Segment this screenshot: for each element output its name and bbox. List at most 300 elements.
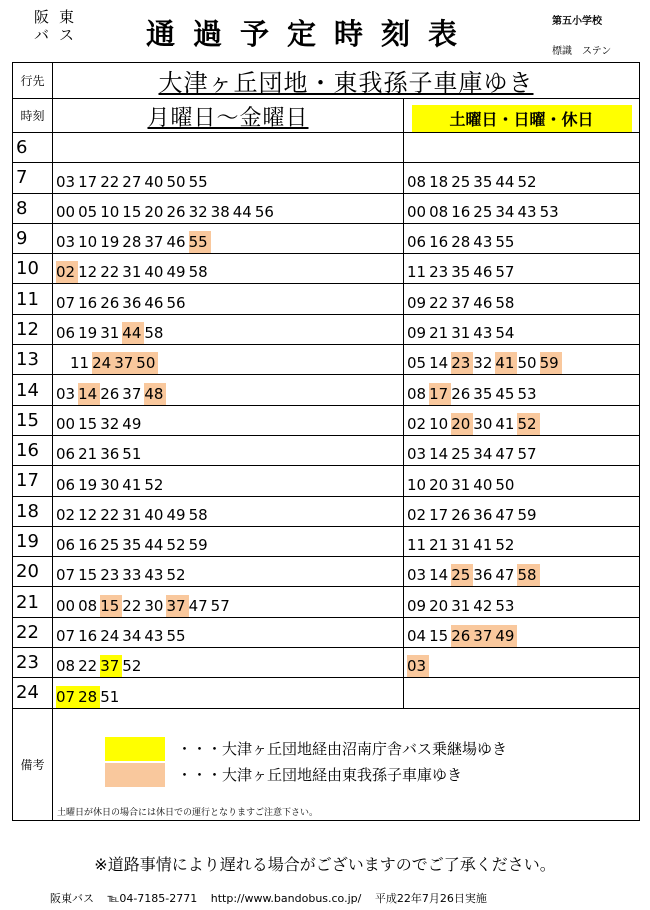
hour-row <box>13 617 640 647</box>
departure-minute: 07 <box>56 627 76 646</box>
weekday-minutes-cell <box>53 587 404 617</box>
departure-minute: 58 <box>495 293 515 312</box>
departure-minute: 12 <box>78 263 98 282</box>
departure-minute: 40 <box>144 172 164 191</box>
departure-minute: 22 <box>100 505 120 524</box>
hour-row <box>13 254 640 284</box>
weekday-minutes-cell <box>53 375 404 405</box>
departure-minute: 50 <box>166 172 186 191</box>
departure-minute: 18 <box>429 172 449 191</box>
legend-orange <box>105 763 462 787</box>
departure-minute: 24 <box>92 352 114 374</box>
legend-yellow <box>105 737 507 761</box>
departure-minute: 44 <box>495 172 515 191</box>
departure-minute: 14 <box>429 354 449 373</box>
departure-minute: 24 <box>100 627 120 646</box>
holiday-caution: 土曜日が休日の場合には休日での運行となりますご注意下さい。 <box>57 807 319 818</box>
departure-minute: 37 <box>144 233 164 252</box>
departure-minute: 41 <box>122 475 142 494</box>
departure-minute: 58 <box>144 324 164 343</box>
weekday-header-text: 月曜日〜金曜日 <box>147 106 309 131</box>
hour-cell: 16 <box>13 435 53 465</box>
departure-minute: 12 <box>78 505 98 524</box>
departure-minute: 46 <box>473 293 493 312</box>
weekday-minutes-cell <box>53 678 404 708</box>
hour-row <box>13 557 640 587</box>
departure-minute: 35 <box>122 536 142 555</box>
weekday-minutes-cell <box>53 314 404 344</box>
departure-minute: 08 <box>407 172 427 191</box>
departure-minute: 25 <box>451 172 471 191</box>
departure-minute: 19 <box>78 324 98 343</box>
departure-minute: 26 <box>166 202 186 221</box>
departure-minute: 44 <box>122 322 144 344</box>
departure-minute: 46 <box>144 293 164 312</box>
departure-minute: 55 <box>495 233 515 252</box>
departure-minute: 26 <box>100 293 120 312</box>
hour-row <box>13 466 640 496</box>
departure-minute: 20 <box>451 413 473 435</box>
notes-row <box>13 708 640 820</box>
hour-row <box>13 435 640 465</box>
hour-cell: 20 <box>13 557 53 587</box>
hour-row <box>13 163 640 193</box>
departure-minute: 02 <box>407 414 427 433</box>
legend-yellow-text: ・・・大津ヶ丘団地経由沼南庁舎バス乗継場ゆき <box>177 740 508 759</box>
legend-orange-text: ・・・大津ヶ丘団地経由東我孫子車庫ゆき <box>177 766 463 785</box>
hour-row <box>13 345 640 375</box>
departure-minute: 10 <box>429 414 449 433</box>
departure-minute: 26 <box>451 384 471 403</box>
day-header-row <box>13 99 640 133</box>
departure-minute: 50 <box>517 354 537 373</box>
departure-minute: 52 <box>166 566 186 585</box>
departure-minute: 00 <box>56 414 76 433</box>
hour-row <box>13 133 640 163</box>
hour-row <box>13 526 640 556</box>
departure-minute: 04 <box>407 627 427 646</box>
departure-minute: 03 <box>407 566 427 585</box>
weekday-header <box>53 99 404 133</box>
departure-minute: 34 <box>495 202 515 221</box>
departure-minute: 14 <box>429 445 449 464</box>
departure-minute: 32 <box>473 354 493 373</box>
departure-minute: 41 <box>495 414 515 433</box>
departure-minute: 25 <box>100 536 120 555</box>
departure-minute: 06 <box>407 233 427 252</box>
departure-minute: 06 <box>56 536 76 555</box>
departure-minute: 08 <box>429 202 449 221</box>
departure-minute: 55 <box>166 627 186 646</box>
departure-minute: 37 <box>114 352 136 374</box>
departure-minute: 51 <box>122 445 142 464</box>
hour-cell: 13 <box>13 345 53 375</box>
departure-minute: 03 <box>407 655 429 677</box>
departure-minute: 17 <box>78 172 98 191</box>
timetable <box>12 62 640 821</box>
departure-minute: 31 <box>451 324 471 343</box>
departure-minute: 53 <box>539 202 559 221</box>
hour-cell: 23 <box>13 648 53 678</box>
departure-minute: 25 <box>451 564 473 586</box>
departure-minute: 52 <box>122 657 142 676</box>
departure-minute: 00 <box>56 202 76 221</box>
weekend-minutes-cell <box>404 496 640 526</box>
departure-minute: 32 <box>188 202 208 221</box>
weekend-minutes-cell <box>404 405 640 435</box>
departure-minute: 02 <box>407 505 427 524</box>
departure-minute: 11 <box>407 536 427 555</box>
departure-minute: 51 <box>100 687 120 706</box>
departure-minute: 15 <box>429 627 449 646</box>
departure-minute: 02 <box>56 505 76 524</box>
departure-minute: 36 <box>122 293 142 312</box>
departure-minute: 56 <box>166 293 186 312</box>
hour-cell: 12 <box>13 314 53 344</box>
footer <box>50 890 497 906</box>
hour-cell: 18 <box>13 496 53 526</box>
weekend-minutes-cell <box>404 223 640 253</box>
departure-minute: 19 <box>100 233 120 252</box>
departure-minute: 16 <box>429 233 449 252</box>
footer-tel: ℡04-7185-2771 <box>107 892 198 905</box>
departure-minute: 21 <box>429 324 449 343</box>
footer-url[interactable]: http://www.bandobus.co.jp/ <box>210 892 362 905</box>
departure-minute: 25 <box>451 445 471 464</box>
departure-minute: 19 <box>78 475 98 494</box>
departure-minute: 15 <box>122 202 142 221</box>
departure-minute: 08 <box>407 384 427 403</box>
departure-minute: 45 <box>495 384 515 403</box>
hour-row <box>13 496 640 526</box>
departure-minute: 56 <box>254 202 274 221</box>
departure-minute: 15 <box>78 414 98 433</box>
departure-minute: 06 <box>56 445 76 464</box>
departure-minute: 28 <box>122 233 142 252</box>
departure-minute: 36 <box>473 566 493 585</box>
departure-minute: 49 <box>166 263 186 282</box>
departure-minute: 34 <box>473 445 493 464</box>
weekday-minutes-cell <box>53 496 404 526</box>
departure-minute: 31 <box>122 505 142 524</box>
departure-minute: 50 <box>136 352 158 374</box>
departure-minute: 53 <box>495 596 515 615</box>
departure-minute: 10 <box>407 475 427 494</box>
departure-minute: 05 <box>407 354 427 373</box>
departure-minute: 47 <box>188 596 208 615</box>
weekday-minutes-cell <box>53 193 404 223</box>
weekday-minutes-cell <box>53 435 404 465</box>
departure-minute: 27 <box>122 172 142 191</box>
footer-company: 阪東バス <box>50 892 94 905</box>
departure-minute: 49 <box>122 414 142 433</box>
departure-minute: 52 <box>166 536 186 555</box>
departure-minute: 03 <box>56 172 76 191</box>
departure-minute: 36 <box>473 505 493 524</box>
weekend-minutes-cell <box>404 193 640 223</box>
weekend-minutes-cell <box>404 587 640 617</box>
departure-minute: 37 <box>166 595 188 617</box>
departure-minute: 03 <box>56 384 76 403</box>
hour-cell: 10 <box>13 254 53 284</box>
departure-minute: 53 <box>517 384 537 403</box>
company-line-2: バス <box>34 26 85 44</box>
departure-minute: 43 <box>473 233 493 252</box>
departure-minute: 55 <box>189 231 211 253</box>
departure-minute: 42 <box>473 596 493 615</box>
weekend-minutes-cell <box>404 466 640 496</box>
departure-minute: 07 <box>56 293 76 312</box>
departure-minute: 03 <box>56 233 76 252</box>
hour-row <box>13 678 640 708</box>
departure-minute: 59 <box>188 536 208 555</box>
hour-row <box>13 587 640 617</box>
weekday-minutes-cell <box>53 284 404 314</box>
hour-cell: 24 <box>13 678 53 708</box>
company-name <box>34 8 104 44</box>
departure-minute: 57 <box>210 596 230 615</box>
destination-cell <box>53 63 640 99</box>
departure-minute: 31 <box>451 536 471 555</box>
departure-minute: 52 <box>144 475 164 494</box>
weekend-minutes-cell <box>404 163 640 193</box>
weekday-minutes-cell <box>53 223 404 253</box>
departure-minute: 59 <box>517 505 537 524</box>
weekday-minutes-cell <box>53 648 404 678</box>
departure-minute: 57 <box>517 445 537 464</box>
departure-minute: 28 <box>78 686 100 708</box>
departure-minute: 11 <box>70 354 90 373</box>
hour-cell: 7 <box>13 163 53 193</box>
legend-yellow-swatch <box>105 737 165 761</box>
departure-minute: 54 <box>495 324 515 343</box>
weekday-minutes-cell <box>53 163 404 193</box>
departure-minute: 23 <box>100 566 120 585</box>
departure-minute: 35 <box>473 384 493 403</box>
weekend-minutes-cell <box>404 314 640 344</box>
weekday-minutes-cell <box>53 133 404 163</box>
hour-cell: 21 <box>13 587 53 617</box>
weekday-minutes-cell <box>53 557 404 587</box>
departure-minute: 20 <box>429 596 449 615</box>
weekday-minutes-cell <box>53 466 404 496</box>
departure-minute: 43 <box>144 627 164 646</box>
departure-minute: 00 <box>56 596 76 615</box>
weekend-minutes-cell <box>404 648 640 678</box>
notes-label: 備考 <box>13 708 53 820</box>
departure-minute: 37 <box>122 384 142 403</box>
departure-minute: 57 <box>495 263 515 282</box>
departure-minute: 32 <box>100 414 120 433</box>
departure-minute: 50 <box>495 475 515 494</box>
departure-minute: 14 <box>429 566 449 585</box>
departure-minute: 16 <box>78 627 98 646</box>
weekend-header <box>404 99 640 133</box>
departure-minute: 17 <box>429 383 451 405</box>
weekend-minutes-cell <box>404 254 640 284</box>
departure-minute: 35 <box>451 263 471 282</box>
departure-minute: 09 <box>407 324 427 343</box>
departure-minute: 43 <box>517 202 537 221</box>
departure-minute: 43 <box>144 566 164 585</box>
hour-cell: 17 <box>13 466 53 496</box>
departure-minute: 06 <box>56 475 76 494</box>
departure-minute: 31 <box>122 263 142 282</box>
departure-minute: 02 <box>56 261 78 283</box>
departure-minute: 00 <box>407 202 427 221</box>
departure-minute: 10 <box>78 233 98 252</box>
departure-minute: 08 <box>56 657 76 676</box>
departure-minute: 37 <box>451 293 471 312</box>
weekend-minutes-cell <box>404 375 640 405</box>
departure-minute: 36 <box>100 445 120 464</box>
departure-minute: 30 <box>144 596 164 615</box>
weekend-minutes-cell <box>404 435 640 465</box>
departure-minute: 21 <box>429 536 449 555</box>
hour-cell: 22 <box>13 617 53 647</box>
departure-minute: 16 <box>78 293 98 312</box>
departure-minute: 46 <box>166 233 186 252</box>
departure-minute: 49 <box>166 505 186 524</box>
departure-minute: 52 <box>517 172 537 191</box>
hour-row <box>13 314 640 344</box>
footer-date: 平成22年7月26日実施 <box>374 892 487 905</box>
departure-minute: 22 <box>78 657 98 676</box>
departure-minute: 58 <box>188 505 208 524</box>
departure-minute: 26 <box>100 384 120 403</box>
departure-minute: 34 <box>122 627 142 646</box>
departure-minute: 09 <box>407 293 427 312</box>
time-label: 時刻 <box>13 99 53 133</box>
departure-minute: 22 <box>100 263 120 282</box>
departure-minute: 14 <box>78 383 100 405</box>
departure-minute: 26 <box>451 505 471 524</box>
departure-minute: 31 <box>451 475 471 494</box>
weekend-minutes-cell <box>404 284 640 314</box>
hour-cell: 8 <box>13 193 53 223</box>
departure-minute: 23 <box>451 352 473 374</box>
weekend-minutes-cell <box>404 345 640 375</box>
hour-cell: 6 <box>13 133 53 163</box>
departure-minute: 37 <box>473 625 495 647</box>
company-line-1: 阪東 <box>34 8 85 26</box>
departure-minute: 58 <box>517 564 539 586</box>
hour-cell: 11 <box>13 284 53 314</box>
departure-minute: 22 <box>100 172 120 191</box>
weekend-minutes-cell <box>404 557 640 587</box>
weekday-minutes-cell <box>53 526 404 556</box>
hour-row <box>13 284 640 314</box>
departure-minute: 17 <box>429 505 449 524</box>
departure-minute: 31 <box>451 596 471 615</box>
hour-cell: 9 <box>13 223 53 253</box>
notes-cell <box>53 708 640 820</box>
departure-minute: 20 <box>429 475 449 494</box>
hour-row <box>13 223 640 253</box>
departure-minute: 22 <box>122 596 142 615</box>
weekend-header-text: 土曜日・日曜・休日 <box>412 105 632 132</box>
departure-minute: 10 <box>100 202 120 221</box>
destination-text: 大津ヶ丘団地・東我孫子車庫ゆき <box>158 69 534 97</box>
departure-minute: 59 <box>540 352 562 374</box>
departure-minute: 16 <box>78 536 98 555</box>
departure-minute: 07 <box>56 686 78 708</box>
departure-minute: 52 <box>495 536 515 555</box>
departure-minute: 38 <box>210 202 230 221</box>
departure-minute: 40 <box>473 475 493 494</box>
departure-minute: 16 <box>451 202 471 221</box>
departure-minute: 40 <box>144 263 164 282</box>
weekday-minutes-cell <box>53 405 404 435</box>
page-title: 通過予定時刻表 <box>146 17 476 51</box>
delay-notice: ※道路事情により遅れる場合がございますのでご了承ください。 <box>94 855 556 874</box>
weekday-minutes-cell <box>53 617 404 647</box>
departure-minute: 48 <box>144 383 166 405</box>
departure-minute: 43 <box>473 324 493 343</box>
departure-minute: 22 <box>429 293 449 312</box>
departure-minute: 47 <box>495 505 515 524</box>
destination-label: 行先 <box>13 63 53 99</box>
weekday-minutes-cell <box>53 254 404 284</box>
departure-minute: 40 <box>144 505 164 524</box>
departure-minute: 41 <box>495 352 517 374</box>
departure-minute: 44 <box>144 536 164 555</box>
departure-minute: 05 <box>78 202 98 221</box>
hour-cell: 15 <box>13 405 53 435</box>
departure-minute: 09 <box>407 596 427 615</box>
departure-minute: 41 <box>473 536 493 555</box>
departure-minute: 23 <box>429 263 449 282</box>
departure-minute: 44 <box>232 202 252 221</box>
departure-minute: 08 <box>78 596 98 615</box>
departure-minute: 46 <box>473 263 493 282</box>
departure-minute: 20 <box>144 202 164 221</box>
hour-row <box>13 193 640 223</box>
hour-cell: 14 <box>13 375 53 405</box>
departure-minute: 30 <box>473 414 493 433</box>
departure-minute: 47 <box>495 445 515 464</box>
stop-code: 標識 ステン <box>552 46 612 57</box>
departure-minute: 35 <box>473 172 493 191</box>
departure-minute: 52 <box>517 413 539 435</box>
departure-minute: 03 <box>407 445 427 464</box>
stop-name: 第五小学校 <box>552 16 602 27</box>
departure-minute: 58 <box>188 263 208 282</box>
departure-minute: 06 <box>56 324 76 343</box>
departure-minute: 37 <box>100 655 122 677</box>
departure-minute: 15 <box>100 595 122 617</box>
departure-minute: 33 <box>122 566 142 585</box>
departure-minute: 07 <box>56 566 76 585</box>
departure-minute: 11 <box>407 263 427 282</box>
departure-minute: 49 <box>495 625 517 647</box>
departure-minute: 25 <box>473 202 493 221</box>
weekend-minutes-cell <box>404 133 640 163</box>
departure-minute: 28 <box>451 233 471 252</box>
legend-orange-swatch <box>105 763 165 787</box>
departure-minute: 30 <box>100 475 120 494</box>
hour-row <box>13 375 640 405</box>
hour-cell: 19 <box>13 526 53 556</box>
departure-minute: 21 <box>78 445 98 464</box>
departure-minute: 55 <box>188 172 208 191</box>
weekend-minutes-cell <box>404 678 640 708</box>
departure-minute: 26 <box>451 625 473 647</box>
weekday-minutes-cell <box>53 345 404 375</box>
hour-row <box>13 405 640 435</box>
departure-minute: 15 <box>78 566 98 585</box>
departure-minute: 47 <box>495 566 515 585</box>
